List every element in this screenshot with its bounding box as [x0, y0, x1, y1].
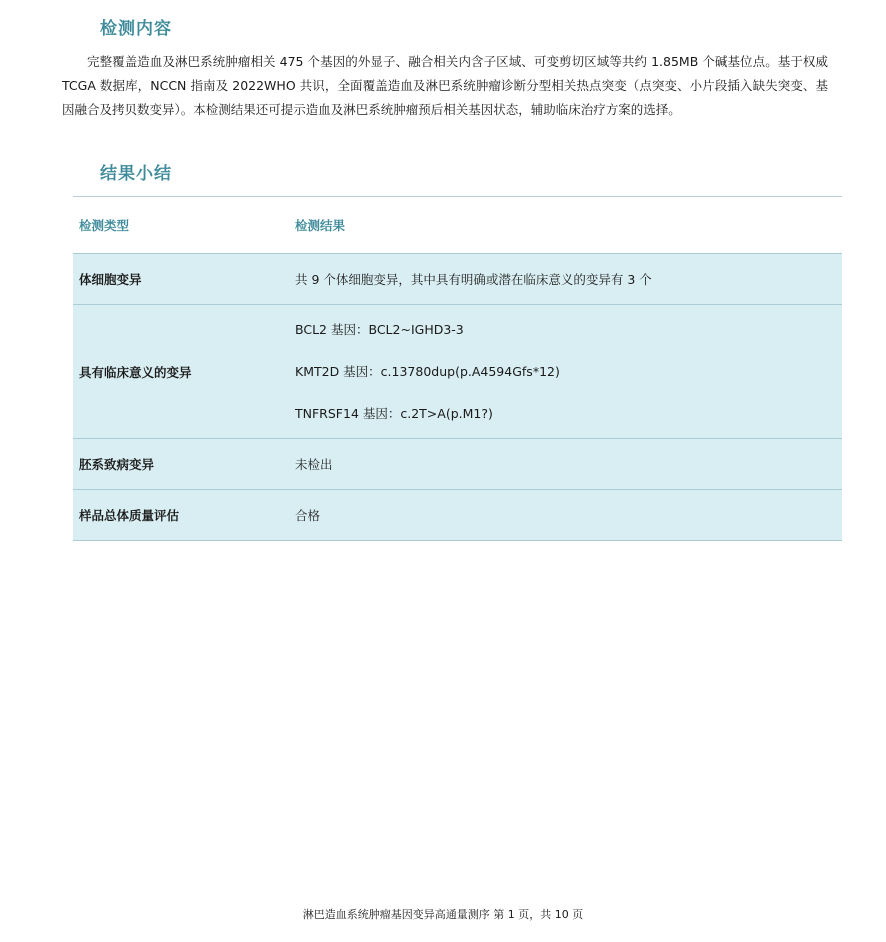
variant-item: KMT2D 基因：c.13780dup(p.A4594Gfs*12) [295, 363, 560, 379]
row-result-text: 未检出 [295, 457, 333, 472]
table-header-row [73, 197, 842, 254]
table-row-clinical [73, 305, 842, 439]
section-title-summary: 结果小结 [100, 164, 172, 184]
table-row-germline [73, 439, 842, 490]
result-summary-table [73, 196, 842, 541]
row-type-label: 体细胞变异 [79, 272, 142, 287]
table-row-somatic [73, 254, 842, 305]
row-type-label: 具有临床意义的变异 [79, 364, 192, 380]
table-body [73, 254, 842, 541]
table-header [73, 197, 842, 254]
page-footer: 淋巴造血系统肿瘤基因变异高通量测序 第 1 页，共 10 页 [302, 908, 584, 921]
header-test-result: 检测结果 [295, 218, 346, 233]
variant-item: BCL2 基因：BCL2~IGHD3-3 [295, 321, 464, 337]
table-row-quality [73, 490, 842, 541]
content-description: 完整覆盖造血及淋巴系统肿瘤相关 475 个基因的外显子、融合相关内含子区域、可变剪切区域等共约 1.85MB 个碱基位点。基于权威 TCGA 数据库，NCCN 指南及 2022WHO 共识，全面覆盖造血及淋巴系统肿瘤诊断分型相关热点突变（点突变、小片段插入缺失突变、基因融合及拷贝数变异）。本检测结果还可提示造血及淋巴系统肿瘤预后相关基因状态，辅助临床治疗方案的选择。 [62, 54, 828, 117]
variant-item: TNFRSF14 基因：c.2T>A(p.M1?) [295, 405, 493, 421]
row-result-text: 合格 [295, 508, 321, 523]
row-result-text: 共 9 个体细胞变异，其中具有明确或潜在临床意义的变异有 3 个 [295, 272, 652, 287]
section-title-content: 检测内容 [100, 19, 172, 39]
row-type-label: 胚系致病变异 [79, 457, 155, 472]
row-type-label: 样品总体质量评估 [79, 508, 180, 523]
header-test-type: 检测类型 [79, 218, 130, 233]
row-result-list [289, 305, 842, 439]
